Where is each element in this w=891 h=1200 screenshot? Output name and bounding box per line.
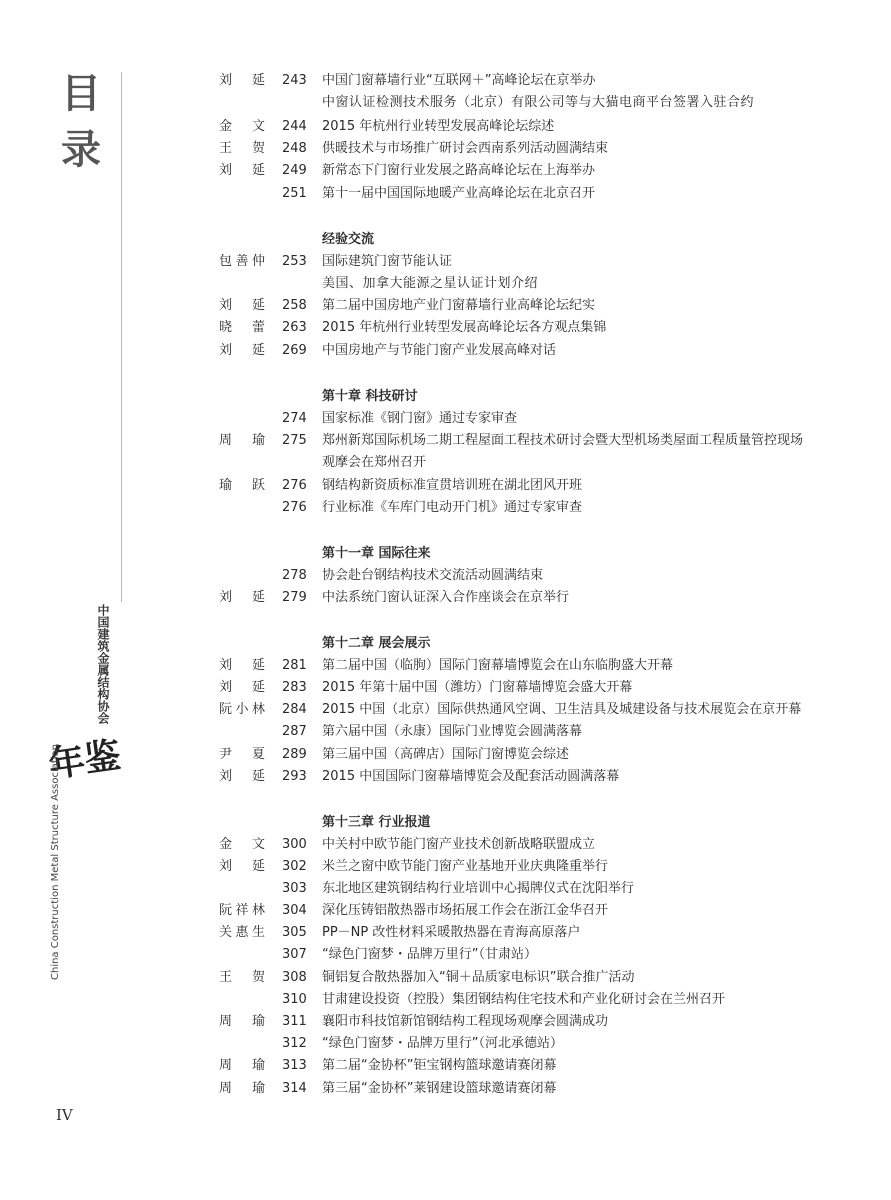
entry-page-number: 279 [282, 590, 307, 605]
entry-author: 刘 延 [219, 680, 265, 695]
section-heading [0, 543, 891, 565]
entry-title: “绿色门窗梦・品牌万里行”（甘肃站） [322, 947, 537, 962]
entry-page-number: 243 [282, 73, 307, 88]
toc-entry [0, 944, 891, 966]
entry-title: 东北地区建筑钢结构行业培训中心揭牌仪式在沈阳举行 [322, 881, 635, 896]
entry-title: 中关村中欧节能门窗产业技术创新战略联盟成立 [322, 837, 596, 852]
toc-entry [0, 497, 891, 519]
entry-page-number: 312 [282, 1036, 307, 1051]
toc-entry [0, 856, 891, 878]
entry-author: 周 瑜 [219, 1081, 265, 1096]
title-char-mu: 目 [61, 71, 101, 117]
entry-page-number: 281 [282, 658, 307, 673]
entry-title: “绿色门窗梦・品牌万里行”（河北承德站） [322, 1036, 563, 1051]
title-char-lu: 录 [61, 127, 101, 173]
entry-title: 新常态下门窗行业发展之路高峰论坛在上海举办 [322, 163, 596, 178]
toc-entry [0, 1011, 891, 1033]
entry-title: 观摩会在郑州召开 [322, 455, 427, 470]
entry-author: 刘 延 [219, 343, 265, 358]
page-number: IV [56, 1106, 73, 1124]
entry-author: 晓 蕾 [219, 320, 265, 335]
entry-title: 襄阳市科技馆新馆钢结构工程现场观摩会圆满成功 [322, 1014, 609, 1029]
toc-entry [0, 295, 891, 317]
entry-page-number: 251 [282, 186, 307, 201]
entry-page-number: 302 [282, 859, 307, 874]
entry-title: 中国房地产与节能门窗产业发展高峰对话 [322, 343, 557, 358]
entry-page-number: 311 [282, 1014, 307, 1029]
entry-page-number: 276 [282, 478, 307, 493]
entry-title: 中国门窗幕墙行业“互联网＋”高峰论坛在京举办 [322, 73, 596, 88]
yearbook-calligraphy-text: 年鉴 [46, 734, 124, 786]
toc-entry [0, 251, 891, 273]
entry-page-number: 314 [282, 1081, 307, 1096]
entry-page-number: 278 [282, 568, 307, 583]
entry-title: 铜铝复合散热器加入“铜＋品质家电标识”联合推广活动 [322, 970, 635, 985]
entry-title: 国家标准《钢门窗》通过专家审查 [322, 411, 518, 426]
toc-entry [0, 721, 891, 743]
entry-author: 刘 延 [219, 298, 265, 313]
toc-entry [0, 160, 891, 182]
entry-page-number: 293 [282, 769, 307, 784]
entry-page-number: 244 [282, 119, 307, 134]
entry-page-number: 274 [282, 411, 307, 426]
entry-title: 深化压铸铝散热器市场拓展工作会在浙江金华召开 [322, 903, 609, 918]
entry-author: 刘 延 [219, 163, 265, 178]
entry-title: 第二届中国（临朐）国际门窗幕墙博览会在山东临朐盛大开幕 [322, 658, 674, 673]
section-heading [0, 633, 891, 655]
english-org-name: China Construction Metal Structure Association [50, 743, 61, 980]
section-heading [0, 812, 891, 834]
entry-title: 第二届中国房地产业门窗幕墙行业高峰论坛纪实 [322, 298, 596, 313]
entry-page-number: 283 [282, 680, 307, 695]
entry-page-number: 258 [282, 298, 307, 313]
toc-entry [0, 967, 891, 989]
entry-page-number: 304 [282, 903, 307, 918]
entry-author: 刘 延 [219, 658, 265, 673]
entry-author: 阮小林 [219, 702, 265, 717]
toc-entry [0, 677, 891, 699]
toc-entry [0, 1033, 891, 1055]
entry-author: 阮祥林 [219, 903, 265, 918]
entry-page-number: 310 [282, 992, 307, 1007]
toc-entry [0, 317, 891, 339]
entry-title: 行业标准《车库门电动开门机》通过专家审查 [322, 500, 583, 515]
entry-title: 2015 中国国际门窗幕墙博览会及配套活动圆满落幕 [322, 769, 620, 784]
toc-entry [0, 699, 891, 721]
toc-entry [0, 878, 891, 900]
entry-title: 2015 年杭州行业转型发展高峰论坛综述 [322, 119, 555, 134]
section-title: 经验交流 [322, 232, 375, 247]
entry-author: 王 贺 [219, 141, 265, 156]
entry-page-number: 313 [282, 1058, 307, 1073]
section-title: 第十一章 国际往来 [322, 546, 431, 561]
entry-author: 刘 延 [219, 859, 265, 874]
entry-title: 第六届中国（永康）国际门业博览会圆满落幕 [322, 724, 583, 739]
entry-title: PP－NP 改性材料采暖散热器在青海高原落户 [322, 925, 581, 940]
entry-author: 刘 延 [219, 769, 265, 784]
entry-title: 美国、加拿大能源之星认证计划介绍 [322, 276, 539, 291]
entry-page-number: 263 [282, 320, 307, 335]
entry-author: 周 瑜 [219, 1014, 265, 1029]
toc-entry [0, 587, 891, 609]
toc-entry [0, 430, 891, 452]
toc-entry [0, 565, 891, 587]
entry-author: 周 瑜 [219, 1058, 265, 1073]
toc-entry [0, 1055, 891, 1077]
org-name-vertical: 中国建筑金属结构协会 [96, 604, 110, 724]
entry-page-number: 248 [282, 141, 307, 156]
entry-title: 中窗认证检测技术服务（北京）有限公司等与大猫电商平台签署入驻合约 [322, 95, 755, 110]
section-title: 第十章 科技研讨 [322, 389, 418, 404]
toc-entry [0, 989, 891, 1011]
entry-title: 钢结构新资质标准宣贯培训班在湖北团风开班 [322, 478, 583, 493]
toc-entry [0, 655, 891, 677]
entry-author: 刘 延 [219, 73, 265, 88]
toc-entry [0, 92, 891, 114]
toc-entry [0, 116, 891, 138]
entry-author: 金 文 [219, 119, 265, 134]
entry-title: 第十一届中国国际地暖产业高峰论坛在北京召开 [322, 186, 596, 201]
entry-title: 2015 中国（北京）国际供热通风空调、卫生洁具及城建设备与技术展览会在京开幕 [322, 702, 802, 717]
entry-author: 金 文 [219, 837, 265, 852]
entry-title: 中法系统门窗认证深入合作座谈会在京举行 [322, 590, 570, 605]
toc-entry [0, 183, 891, 205]
toc-entry [0, 273, 891, 295]
entry-page-number: 276 [282, 500, 307, 515]
entry-page-number: 289 [282, 747, 307, 762]
entry-page-number: 308 [282, 970, 307, 985]
entry-author: 周 瑜 [219, 433, 265, 448]
entry-page-number: 303 [282, 881, 307, 896]
entry-title: 第二届“金协杯”钜宝钢构篮球邀请赛闭幕 [322, 1058, 557, 1073]
toc-entry [0, 452, 891, 474]
toc-entry [0, 138, 891, 160]
entry-title: 郑州新郑国际机场二期工程屋面工程技术研讨会暨大型机场类屋面工程质量管控现场 [322, 433, 804, 448]
entry-title: 甘肃建设投资（控股）集团钢结构住宅技术和产业化研讨会在兰州召开 [322, 992, 726, 1007]
entry-title: 2015 年第十届中国（潍坊）门窗幕墙博览会盛大开幕 [322, 680, 633, 695]
entry-title: 国际建筑门窗节能认证 [322, 254, 453, 269]
entry-page-number: 269 [282, 343, 307, 358]
entry-page-number: 275 [282, 433, 307, 448]
entry-author: 刘 延 [219, 590, 265, 605]
entry-title: 第三届“金协杯”莱钢建设篮球邀请赛闭幕 [322, 1081, 557, 1096]
entry-page-number: 307 [282, 947, 307, 962]
entry-author: 王 贺 [219, 970, 265, 985]
toc-entry [0, 70, 891, 92]
entry-title: 第三届中国（高碑店）国际门窗博览会综述 [322, 747, 570, 762]
section-heading [0, 229, 891, 251]
toc-entry [0, 900, 891, 922]
entry-author: 瑜 跃 [219, 478, 265, 493]
entry-title: 米兰之窗中欧节能门窗产业基地开业庆典隆重举行 [322, 859, 609, 874]
toc-entry [0, 744, 891, 766]
entry-page-number: 287 [282, 724, 307, 739]
toc-entry [0, 408, 891, 430]
entry-author: 包善仲 [219, 254, 265, 269]
entry-author: 尹 夏 [219, 747, 265, 762]
entry-page-number: 284 [282, 702, 307, 717]
entry-title: 供暖技术与市场推广研讨会西南系列活动圆满结束 [322, 141, 609, 156]
toc-entry [0, 475, 891, 497]
toc-entry [0, 340, 891, 362]
entry-page-number: 305 [282, 925, 307, 940]
entry-title: 2015 年杭州行业转型发展高峰论坛各方观点集锦 [322, 320, 607, 335]
entry-page-number: 253 [282, 254, 307, 269]
toc-entry [0, 834, 891, 856]
entry-page-number: 249 [282, 163, 307, 178]
toc-entry [0, 766, 891, 788]
section-heading [0, 386, 891, 408]
toc-entry [0, 1078, 891, 1100]
section-title: 第十三章 行业报道 [322, 815, 431, 830]
section-title: 第十二章 展会展示 [322, 636, 431, 651]
entry-author: 关惠生 [219, 925, 265, 940]
toc-entry [0, 922, 891, 944]
entry-page-number: 300 [282, 837, 307, 852]
entry-title: 协会赴台钢结构技术交流活动圆满结束 [322, 568, 544, 583]
